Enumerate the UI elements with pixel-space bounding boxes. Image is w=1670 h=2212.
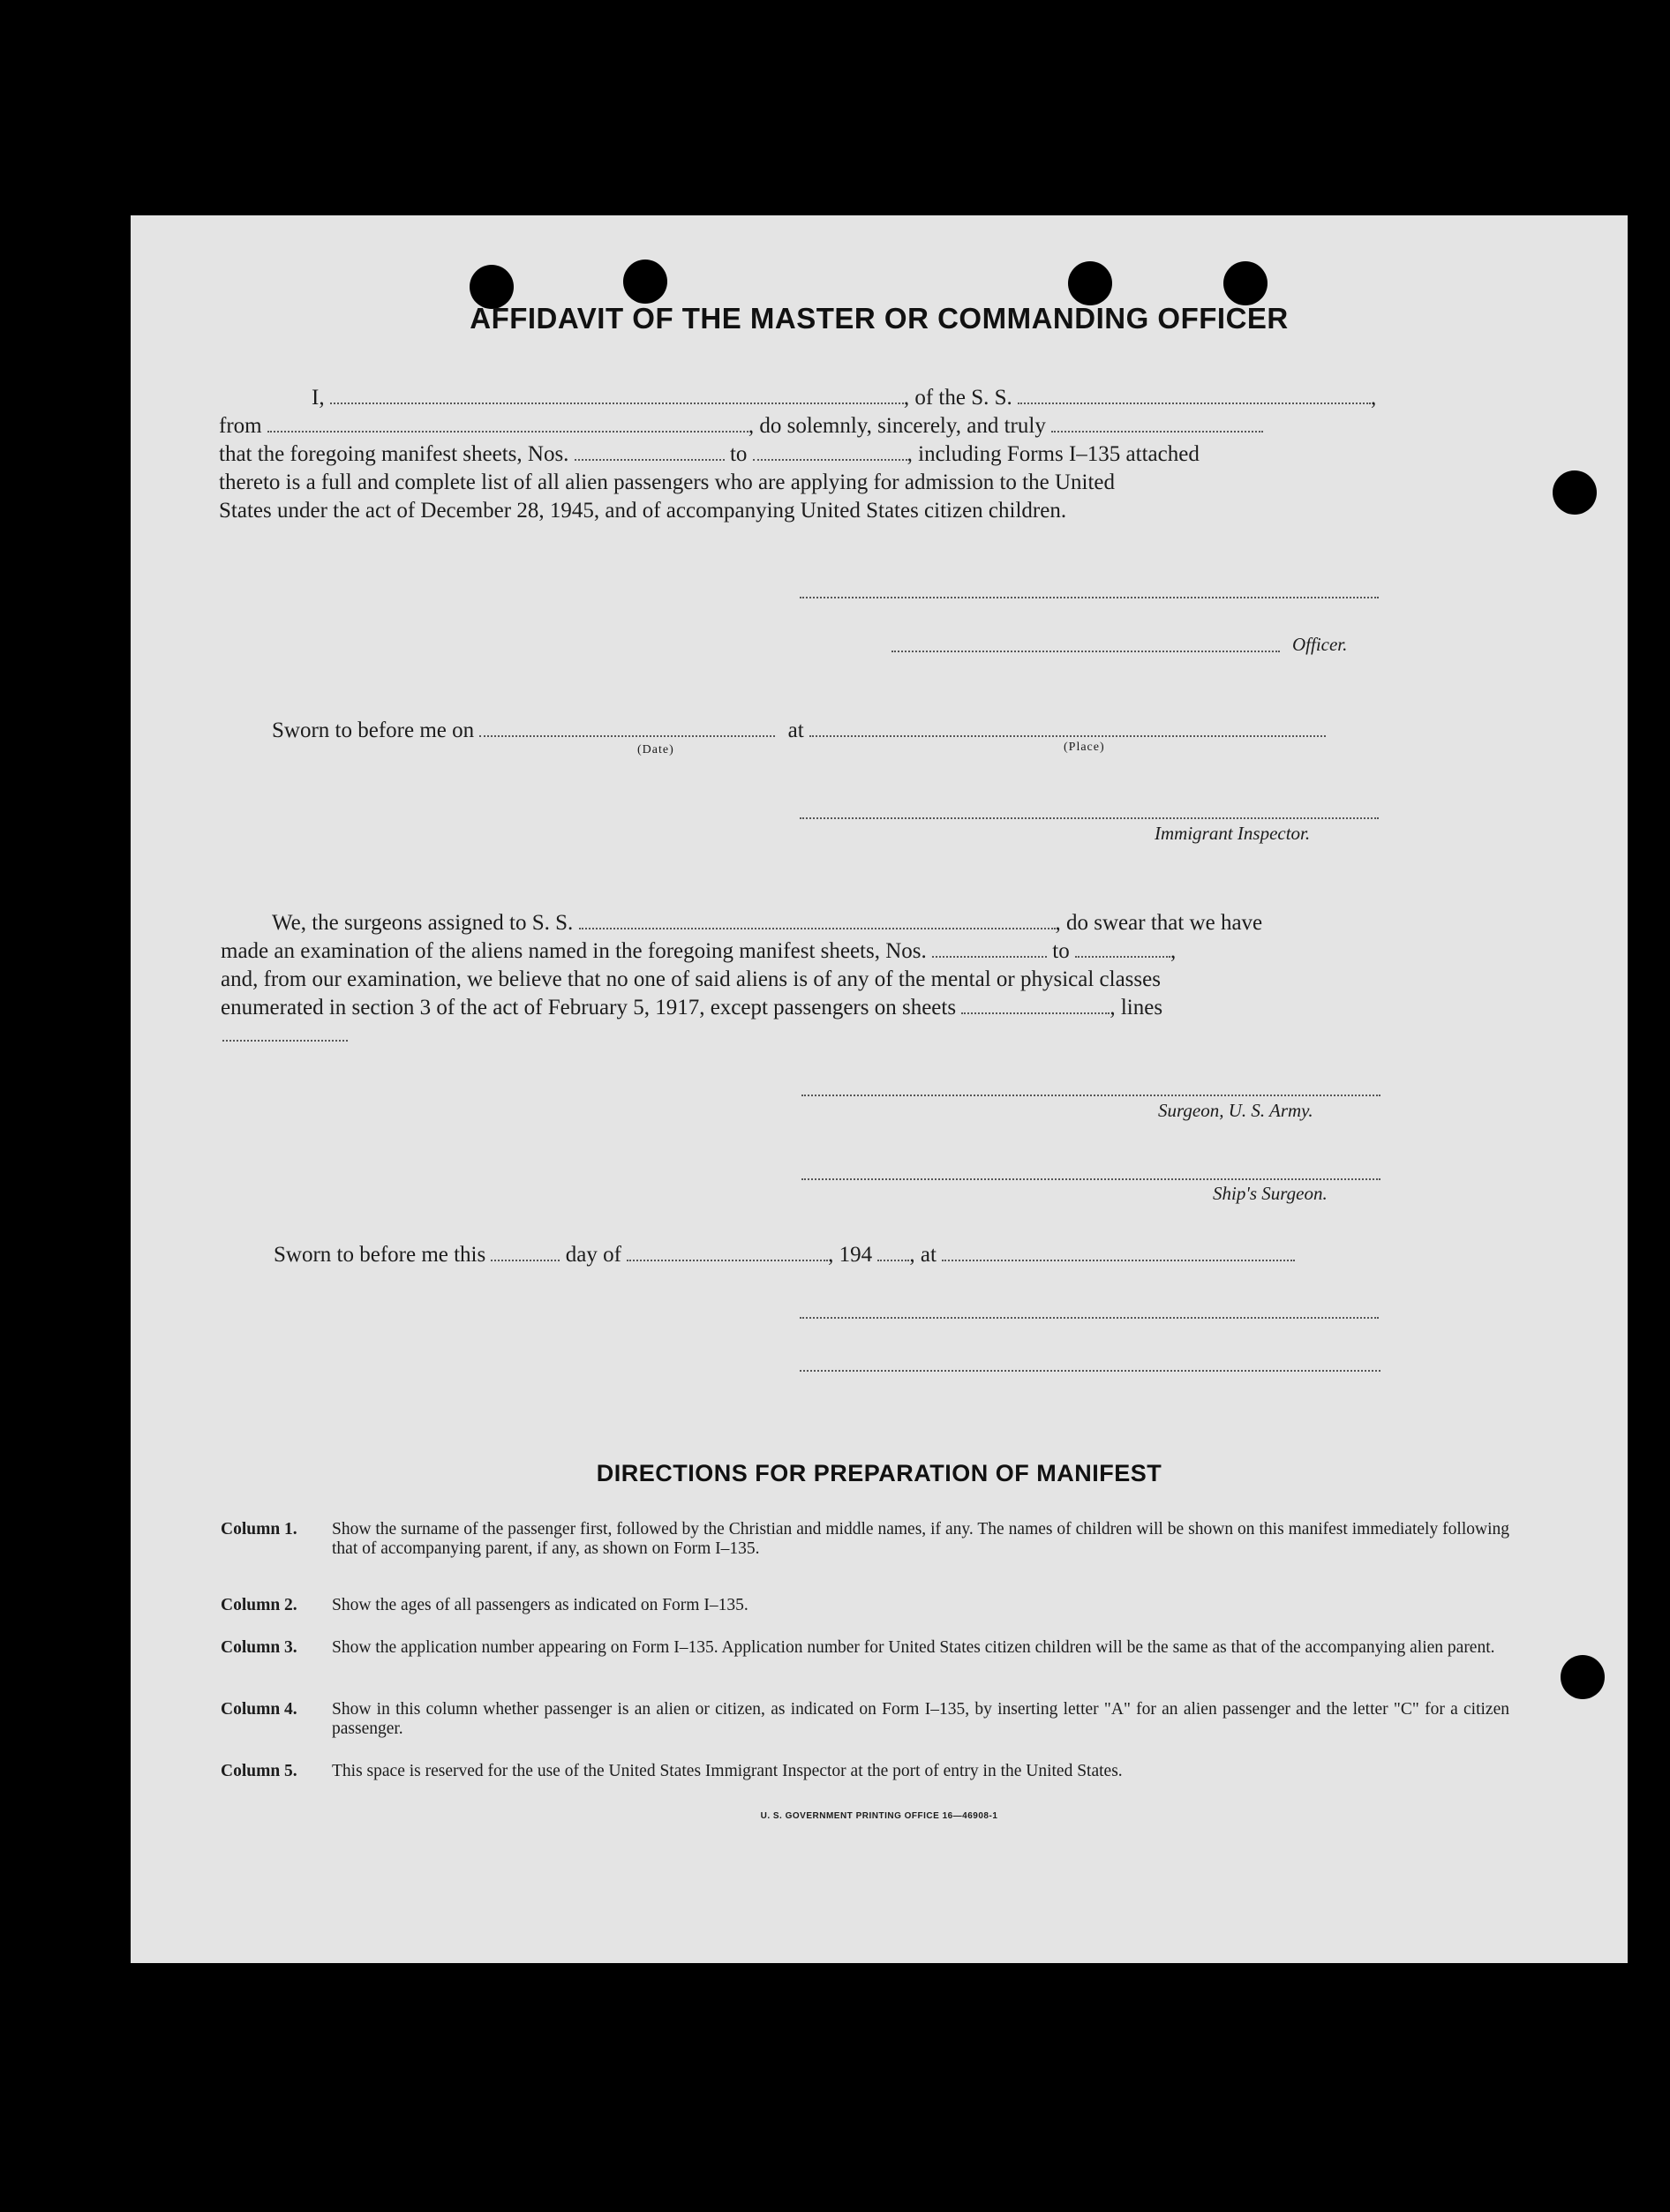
lines-field[interactable] bbox=[222, 1040, 348, 1042]
sheets-field[interactable] bbox=[961, 995, 1110, 1014]
ship-name-field[interactable] bbox=[1018, 385, 1371, 404]
text-of-ss: , of the S. S. bbox=[903, 386, 1012, 410]
direction-text: This space is reserved for the use of the United States Immigrant Inspector at the port of entry in the United States. bbox=[332, 1762, 1123, 1780]
direction-item bbox=[221, 1762, 1509, 1801]
surgeon-ship-field[interactable] bbox=[579, 910, 1056, 929]
text-sworn-this: Sworn to before me this bbox=[274, 1243, 486, 1267]
text-including: , including Forms I–135 attached bbox=[906, 442, 1200, 466]
text-at: , at bbox=[909, 1243, 937, 1267]
from-field[interactable] bbox=[267, 413, 748, 433]
name-field[interactable] bbox=[330, 385, 904, 404]
comma: , bbox=[1371, 386, 1377, 410]
direction-text: Show the application number appearing on Form I–135. Application number for United States citizen children will be the same as that of the accompanying alien parent. bbox=[332, 1638, 1495, 1657]
day-field[interactable] bbox=[491, 1242, 560, 1261]
ship-surgeon-line[interactable] bbox=[801, 1178, 1380, 1180]
text-solemnly: , do solemnly, sincerely, and truly bbox=[748, 414, 1046, 438]
place-caption: (Place) bbox=[1064, 741, 1105, 754]
month-field[interactable] bbox=[627, 1242, 828, 1261]
direction-label: Column 2. bbox=[221, 1596, 297, 1614]
text-sworn: Sworn to before me on bbox=[272, 719, 475, 742]
surgeons-line2 bbox=[221, 937, 1176, 966]
text-from: from bbox=[219, 414, 262, 438]
sworn-line-2 bbox=[274, 1241, 1295, 1269]
direction-item bbox=[221, 1700, 1509, 1739]
text-examination: made an examination of the aliens named in the foregoing manifest sheets, Nos. bbox=[221, 939, 927, 963]
punch-hole bbox=[1068, 261, 1112, 305]
direction-item bbox=[221, 1520, 1509, 1578]
surgeons-line3: and, from our examination, we believe that no one of said aliens is of any of the mental or physical classes bbox=[221, 967, 1161, 991]
location-field[interactable] bbox=[942, 1242, 1295, 1261]
inspector-label: Immigrant Inspector. bbox=[1155, 823, 1311, 844]
surgeons-line1 bbox=[272, 909, 1262, 937]
direction-text: Show the ages of all passengers as indicated on Form I–135. bbox=[332, 1596, 748, 1614]
army-surgeon-line[interactable] bbox=[801, 1095, 1380, 1096]
direction-text: Show the surname of the passenger first, followed by the Christian and middle names, if any. The names of children will be shown on this manifest immediately following that of accompanying parent, if any, as shown on Form I–135. bbox=[332, 1520, 1509, 1558]
comma: , bbox=[1170, 939, 1177, 963]
p1-line5: States under the act of December 28, 1945, and of accompanying United States citizen children. bbox=[219, 499, 1067, 523]
direction-item bbox=[221, 1596, 1509, 1615]
surgeon-sheet-from-field[interactable] bbox=[932, 938, 1047, 958]
affidavit-title: AFFIDAVIT OF THE MASTER OR COMMANDING OFFICER bbox=[470, 302, 1289, 335]
date-field[interactable] bbox=[479, 718, 775, 737]
direction-label: Column 1. bbox=[221, 1520, 297, 1539]
extra-signature-line[interactable] bbox=[800, 1317, 1379, 1319]
text-day-of: day of bbox=[565, 1243, 621, 1267]
direction-label: Column 4. bbox=[221, 1700, 297, 1719]
text-enumerated: enumerated in section 3 of the act of February 5, 1917, except passengers on sheets bbox=[221, 996, 957, 1019]
punch-hole bbox=[1223, 261, 1268, 305]
text-year: , 194 bbox=[828, 1243, 873, 1267]
officer-line[interactable] bbox=[891, 651, 1280, 652]
officer-label: Officer. bbox=[1292, 634, 1348, 655]
date-caption: (Date) bbox=[637, 743, 674, 756]
p1-line2 bbox=[219, 412, 1263, 440]
sworn-line-1 bbox=[272, 717, 1326, 745]
form-sheet bbox=[131, 215, 1628, 1963]
directions-title: DIRECTIONS FOR PREPARATION OF MANIFEST bbox=[596, 1460, 1162, 1486]
surgeon-sheet-to-field[interactable] bbox=[1075, 938, 1170, 958]
p1-line3 bbox=[219, 440, 1200, 469]
p1-line4: thereto is a full and complete list of all alien passengers who are applying for admission to the United bbox=[219, 470, 1116, 494]
text-lines: , lines bbox=[1110, 996, 1163, 1019]
direction-label: Column 3. bbox=[221, 1638, 297, 1657]
swear-field[interactable] bbox=[1051, 413, 1263, 433]
text-surgeons: We, the surgeons assigned to S. S. bbox=[272, 911, 574, 935]
inspector-signature-line[interactable] bbox=[800, 817, 1379, 819]
place-field[interactable] bbox=[809, 718, 1326, 737]
p1-line1 bbox=[266, 384, 1376, 412]
direction-label: Column 5. bbox=[221, 1762, 297, 1780]
sheet-to-field[interactable] bbox=[753, 441, 907, 461]
direction-item bbox=[221, 1638, 1509, 1677]
text-manifest-sheets: that the foregoing manifest sheets, Nos. bbox=[219, 442, 569, 466]
ship-surgeon-label: Ship's Surgeon. bbox=[1213, 1183, 1328, 1204]
punch-hole bbox=[623, 260, 667, 304]
punch-hole bbox=[1553, 470, 1597, 515]
punch-hole bbox=[1561, 1655, 1605, 1699]
direction-text: Show in this column whether passenger is an alien or citizen, as indicated on Form I–135, by inserting letter "A" for an alien passenger and the letter "C" for a citizen passenger. bbox=[332, 1700, 1509, 1738]
surgeons-line4 bbox=[221, 994, 1162, 1022]
sheet-from-field[interactable] bbox=[575, 441, 725, 461]
printing-office-footer: U. S. GOVERNMENT PRINTING OFFICE 16—46908-1 bbox=[760, 1811, 998, 1821]
year-field[interactable] bbox=[877, 1242, 909, 1261]
text-swear: , do swear that we have bbox=[1055, 911, 1263, 935]
army-surgeon-label: Surgeon, U. S. Army. bbox=[1158, 1100, 1313, 1121]
extra-signature-line[interactable] bbox=[800, 1370, 1380, 1372]
text-to: to bbox=[729, 442, 748, 466]
signature-line[interactable] bbox=[800, 597, 1379, 598]
text-at: at bbox=[787, 719, 804, 742]
text-i: I, bbox=[312, 386, 325, 410]
text-to: to bbox=[1052, 939, 1070, 963]
